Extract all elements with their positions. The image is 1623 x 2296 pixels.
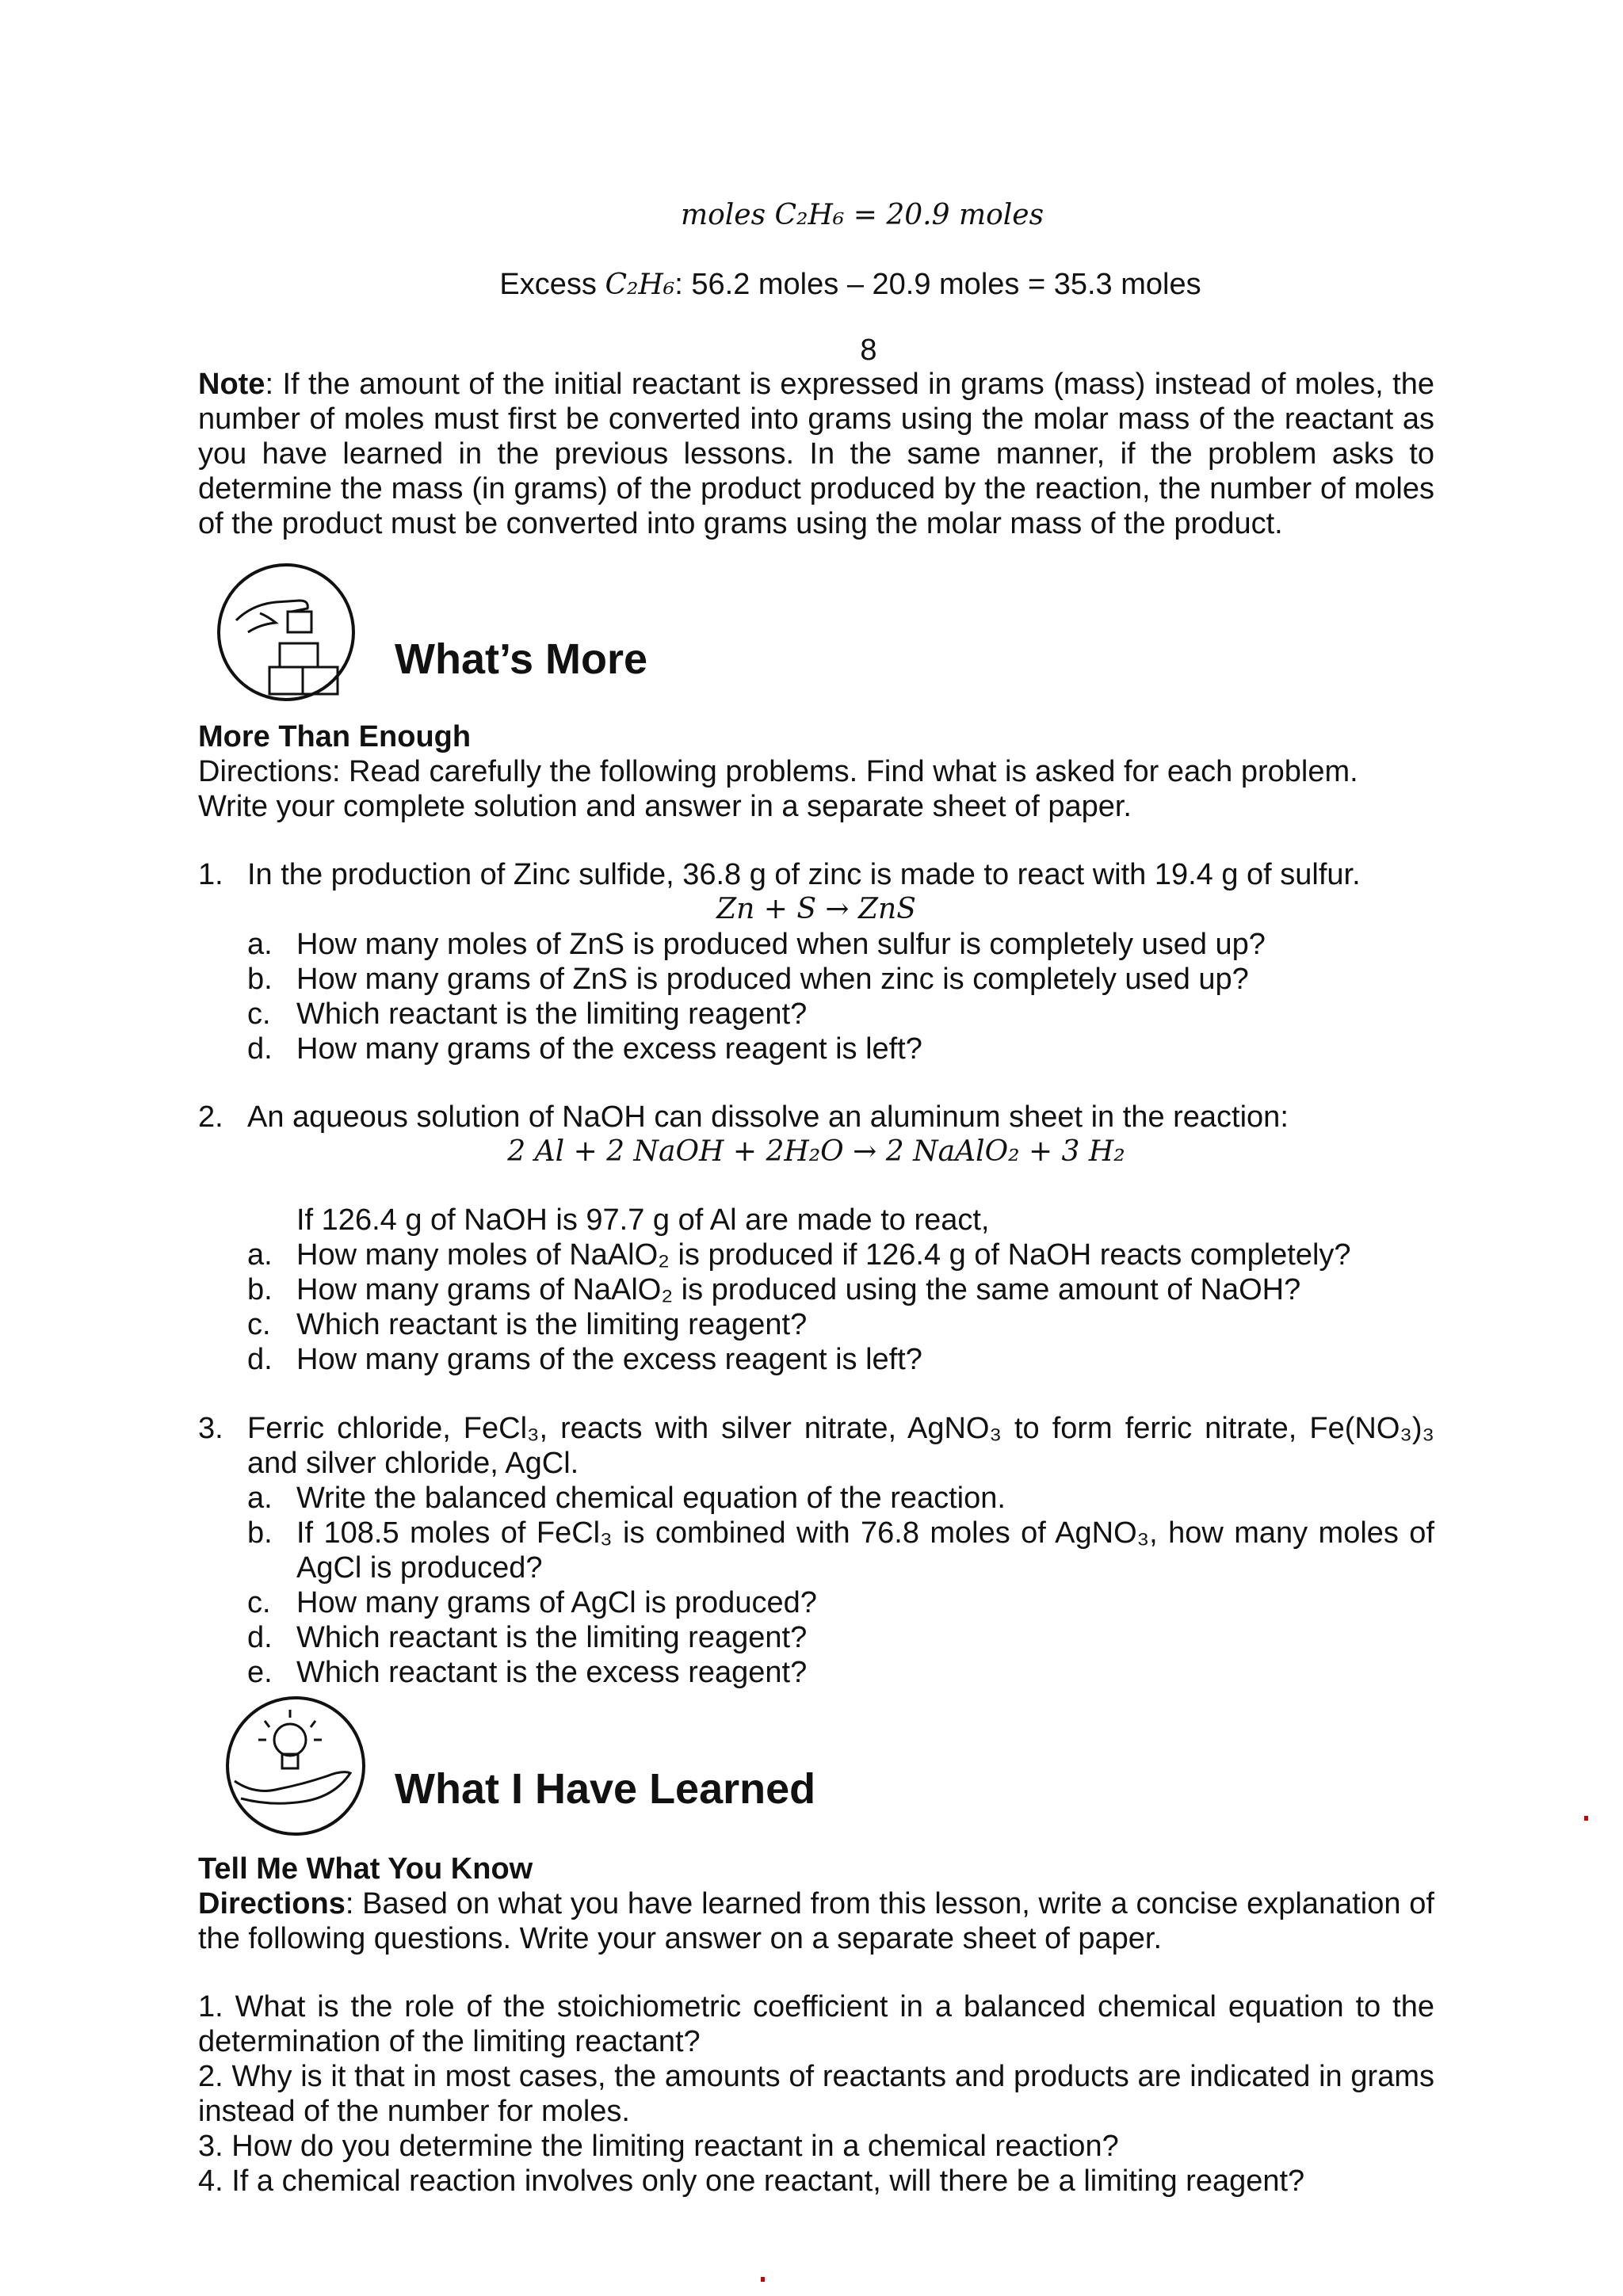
directions-line-1: Directions: Read carefully the following problems. Find what is asked for each problem. (198, 755, 1358, 788)
list-item: e. Which reactant is the excess reagent? (247, 1656, 808, 1689)
equation-al-naoh: 2 Al + 2 NaOH + 2H₂O → 2 NaAlO₂ + 3 H₂ (507, 1135, 1125, 1168)
list-item: d. How many grams of the excess reagent is left? (247, 1343, 922, 1376)
list-item: d. Which reactant is the limiting reagent? (247, 1621, 808, 1654)
problem-intro: If 126.4 g of NaOH is 97.7 g of Al are made to react, (296, 1203, 990, 1237)
directions-line-2: Write your complete solution and answer in a separate sheet of paper. (198, 790, 1132, 823)
excess-c2h6-line: Excess C₂H₆: 56.2 moles – 20.9 moles = 35.3 moles (499, 268, 1201, 301)
problem-number: 1. (198, 858, 223, 891)
equation-zn-s: Zn + S → ZnS (716, 893, 916, 925)
question-3: 3. How do you determine the limiting reactant in a chemical reaction? (198, 2130, 1119, 2163)
stray-mark (761, 2277, 765, 2282)
list-item: c. Which reactant is the limiting reagent? (247, 997, 808, 1031)
whats-more-section (198, 719, 1434, 824)
learned-directions: Directions: Based on what you have learned from this lesson, write a concise explanation of the following questions. Write your answer on a separate sheet of paper. (198, 1887, 1434, 1955)
what-i-learned-title: What I Have Learned (395, 1765, 816, 1813)
problem-number: 2. (198, 1100, 223, 1134)
whats-more-title: What’s More (395, 635, 648, 683)
what-i-learned-section (198, 1852, 1434, 2199)
problem-3 (198, 1411, 1434, 1690)
list-item: a. How many moles of ZnS is produced when sulfur is completely used up? (247, 928, 1266, 961)
question-2: 2. Why is it that in most cases, the amounts of reactants and products are indicated in grams instead of the number for moles. (198, 2060, 1434, 2128)
list-item: a. Write the balanced chemical equation of the reaction. (247, 1482, 1006, 1515)
stray-mark (1584, 1816, 1588, 1821)
problem-number: 3. (198, 1412, 223, 1445)
list-item: c. Which reactant is the limiting reagent? (247, 1308, 808, 1341)
question-4: 4. If a chemical reaction involves only one reactant, will there be a limiting reagent? (198, 2164, 1305, 2198)
list-item: b. If 108.5 moles of FeCl₃ is combined with 76.8 moles of AgNO₃, how many moles of AgCl is produced? (247, 1516, 1434, 1585)
more-than-enough-subtitle: More Than Enough (198, 720, 472, 753)
list-item: d. How many grams of the excess reagent is left? (247, 1032, 922, 1066)
list-item: c. How many grams of AgCl is produced? (247, 1586, 817, 1619)
note-paragraph: Note: If the amount of the initial reactant is expressed in grams (mass) instead of moles, the number of moles must first be converted into grams using the molar mass of the reactant as you have learned in the previous lessons. In the same manner, if the problem asks to determine the mass (in grams) of the product produced by the reaction, the number of moles of the product must be converted into grams using the molar mass of the product. (198, 368, 1434, 540)
lightbulb-hand-icon (223, 1694, 368, 1838)
problem-text: Ferric chloride, FeCl₃, reacts with silver nitrate, AgNO₃ to form ferric nitrate, Fe(NO₃)₃ and silver chloride, AgCl. (247, 1412, 1434, 1480)
list-item: b. How many grams of NaAlO₂ is produced using the same amount of NaOH? (247, 1273, 1301, 1306)
problem-1 (198, 857, 1434, 1066)
problem-text: An aqueous solution of NaOH can dissolve an aluminum sheet in the reaction: (247, 1100, 1289, 1134)
equation-moles-c2h6: moles C₂H₆ = 20.9 moles (680, 199, 1044, 231)
hand-stacking-blocks-icon (212, 561, 360, 705)
list-item: b. How many grams of ZnS is produced when zinc is completely used up? (247, 963, 1249, 996)
list-item: a. How many moles of NaAlO₂ is produced if 126.4 g of NaOH reacts completely? (247, 1238, 1351, 1272)
page-number: 8 (860, 334, 877, 367)
note-label: Note (198, 368, 265, 401)
tell-me-subtitle: Tell Me What You Know (198, 1852, 533, 1886)
problem-2 (198, 1100, 1434, 1377)
question-1: 1. What is the role of the stoichiometric coefficient in a balanced chemical equation to the determination of the limiting reactant? (198, 1990, 1434, 2058)
problem-text: In the production of Zinc sulfide, 36.8 g of zinc is made to react with 19.4 g of sulfur. (247, 858, 1361, 891)
